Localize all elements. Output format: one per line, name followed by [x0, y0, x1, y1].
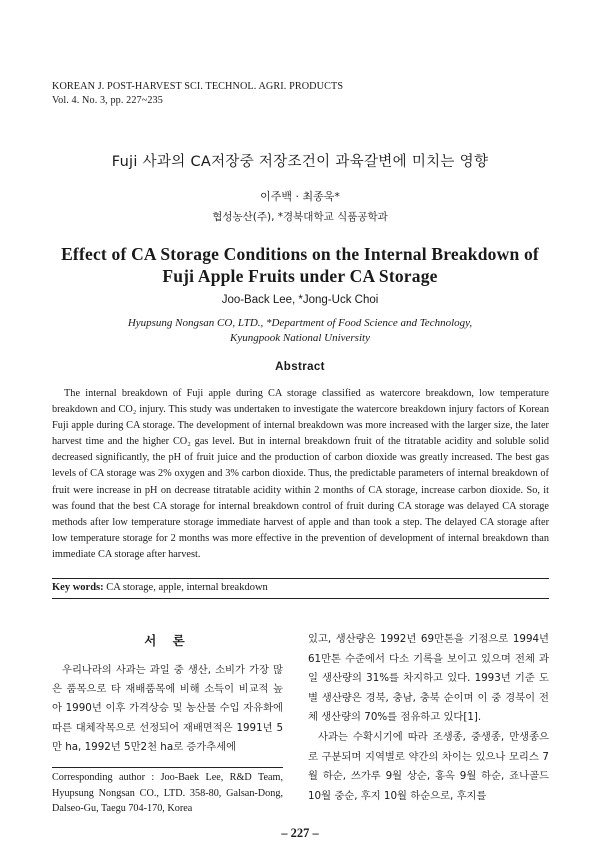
abstract-heading: Abstract [275, 361, 325, 373]
keywords-line [52, 582, 268, 593]
journal-header [52, 80, 343, 108]
body-left-column: 우리나라의 사과는 과일 중 생산, 소비가 가장 많은 품목으로 타 재배품목에 비해 소득이 비교적 높아 1990년 이후 가격상승 및 농산물 수입 자유화에 따른 대체작목으로 선정되어 재배면적은 1991년 5만 ha, 1992년 5만2천 ha로 증가추세에 [52, 664, 283, 753]
journal-name: KOREAN J. POST-HARVEST SCI. TECHNOL. AGRI. PRODUCTS [52, 81, 344, 92]
corresponding-author-footnote: Corresponding author : Joo-Baek Lee, R&D Team, Hyupsung Nongsan CO., LTD. 358-80, Galsan-Dong, Dalseo-Gu, Taegu 704-170, Korea [52, 772, 283, 814]
affiliation-english-line1: Hyupsung Nongsan CO, LTD., *Department of Food Science and Technology, [127, 317, 473, 329]
title-english-line1: Effect of CA Storage Conditions on the Internal Breakdown of [61, 244, 539, 264]
keywords-label: Key words: [52, 582, 104, 593]
affiliation-english [0, 316, 600, 346]
page-number: – 227 – [281, 826, 319, 840]
affiliation-english-line2: Kyungpook National University [230, 332, 370, 344]
body-right-paragraph-1: 있고, 생산량은 1992년 69만톤을 기점으로 1994년 61만톤 수준에서 다소 기록을 보이고 있으며 전체 과일 생산량의 31%를 차지하고 있다. 1993년 기준 도별 생산량은 경북, 충남, 충북 순이며 이 중 경북이 전체 생산량의 70%를 점유하고 있다[1]. [308, 633, 549, 724]
body-right-column [308, 630, 549, 806]
journal-volume: Vol. 4. No. 3, pp. 227~235 [52, 95, 163, 106]
body-right-paragraph-2: 사과는 수확시기에 따라 조생종, 중생종, 만생종으로 구분되며 지역별로 약간의 차이는 있으나 모리스 7월 하순, 쓰가루 9월 상순, 홍옥 9월 하순, 죠나골드 10월 중순, 후지 10월 하순으로, 후지를 [308, 730, 549, 802]
section-heading-introduction: 서 론 [144, 633, 191, 648]
abstract-body: The internal breakdown of Fuji apple during CA storage classified as watercore breakdown, low temperature breakdown and CO₂ injury. This study was undertaken to investigate the watercore breakdown injury factors of Korean Fuji apple during CA storage. The development of internal breakdown was more increased with the larger size, the later harvest time and the higher CO₂ gas level. But in internal breakdown fruit of the titratable acidity and soluble solid decreased significantly, the pH of fruit juice and the production of carbon dioxide was greatly increased. The best gas levels of CA storage was 2% oxygen and 3% carbon dioxide. Thus, the predictable parameters of internal breakdown of fruit were increase in pH on decrease titratable acidity within 2 months of CA storage, increase carbon dioxide. So, it was found that the best CA storage for internal breakdown control of fruit during CA storage was delayed CA storage methods after low temperature storage immediate harvest of apple and than took a step. The delayed CA storage after low temperature storage for 2 months was more effective in the prevention of development of internal breakdown than immediate CA storage after harvest. [52, 388, 549, 560]
authors-english: Joo-Back Lee, *Jong-Uck Choi [221, 294, 379, 306]
title-english [0, 243, 600, 287]
keywords-bottom-rule [52, 598, 549, 599]
authors-korean: 이주백 · 최종욱* [260, 190, 340, 203]
keywords-top-rule [52, 578, 549, 579]
title-english-line2: Fuji Apple Fruits under CA Storage [162, 266, 438, 286]
footnote-rule [52, 767, 283, 768]
keywords-text: CA storage, apple, internal breakdown [106, 582, 268, 593]
title-korean: Fuji 사과의 CA저장중 저장조건이 과육갈변에 미치는 영향 [111, 154, 489, 170]
affiliation-korean: 협성농산(주), *경북대학교 식품공학과 [212, 211, 388, 223]
